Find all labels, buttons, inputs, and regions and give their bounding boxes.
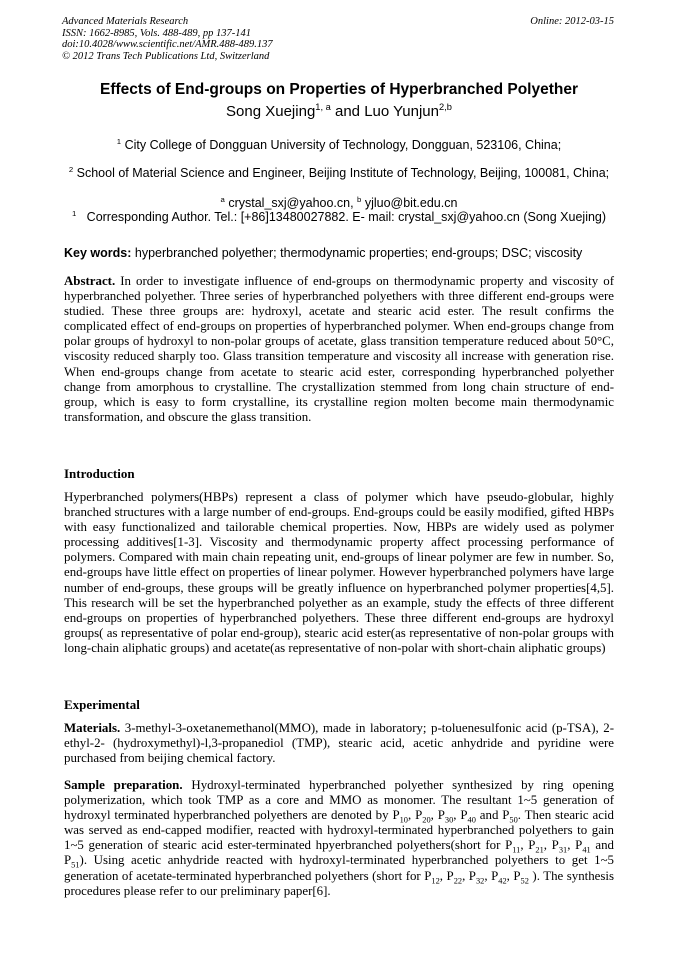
sample-preparation-paragraph: Sample preparation. Hydroxyl-terminated hyperbranched polyether synthesized by ring opening polymerization, which took TMP as a core and MMO as monomer. The resultant 1~5 generation of hydroxyl terminated hyperbranched polyethers are denoted by $P_{10}$, $P_{20}$, $P_{30}$, $P_{40}$ and $P_{50}$. Then stearic acid was served as end-capped modifier, reacted with hydroxyl-terminated hyperbranched polyethers to gain 1~5 generation of stearic acid ester-terminated hpyerbranched polyethers(short for $P_{11}$, $P_{21}$, $P_{31}$, $P_{41}$ and $P_{51}$). Using acetic anhydride reacted with hydroxyl-terminated hyperbranched polyethers to get 1~5 generation of acetate-terminated hyperbranched polyethers (short for $P_{12}$, $P_{22}$, $P_{32}$, $P_{42}$, $P_{52}$ ). The synthesis procedures please refer to our preliminary paper[6].	[64, 778, 615, 898]
introduction-text: Hyperbranched polymers(HBPs) represent a class of polymer which have pseudo-globular, highly branched structures with a large number of end-groups. End-groups could be easily modified, gifted HBPs with easy functionalized and tailorable chemical properties. Now, HBPs are widely used as polymer processing additives[1-3]. Viscosity and thermodynamic property affect processing performance of polymers. Compared with main chain repeating unit, end-groups of linear polymer are few in number. So, end-groups have little effect on properties of linear polymer. However hyperbranched polymers have large number of end-groups, these groups will be greatly influence on hyperbranched polymer properties[4,5]. This research will be set the hyperbranched polyether as an example, study the effects of three different end-groups on properties of hyperbranched polyethers. These three different end-groups are hydroxyl groups( as representative of polar end-group), stearic acid ester(as representative of non-polar groups with long-chain aliphatic groups) and acetate(as representative of non-polar with short-chain aliphatic groups)	[64, 490, 614, 655]
journal-header	[62, 16, 273, 62]
issn: ISSN: 1662-8985, Vols. 488-489, pp 137-141	[62, 27, 251, 39]
doi: doi:10.4028/www.scientific.net/AMR.488-489.137	[62, 39, 273, 50]
abstract-label: Abstract.	[64, 274, 116, 288]
introduction-heading: Introduction	[64, 466, 135, 481]
materials-label: Materials.	[64, 721, 121, 735]
author-emails: $^a$ crystal_sxj@yahoo.cn, $^b$ yjluo@bit.edu.cn	[220, 194, 458, 210]
sample-preparation-label: Sample preparation.	[64, 778, 183, 792]
author-2: Luo Yunjun	[364, 103, 439, 120]
keywords-label: Key words:	[64, 246, 132, 260]
authors: Song Xuejing$^{1, a}$ and Luo Yunjun$^{2,b}$	[226, 102, 452, 120]
journal-name: Advanced Materials Research	[62, 16, 189, 27]
paper-title: Effects of End-groups on Properties of Hyperbranched Polyether	[100, 81, 578, 98]
corresponding-author: $^1$ Corresponding Author. Tel.: [+86]13480027882. E- mail: crystal_sxj@yahoo.cn (Song Xuejing)	[71, 208, 607, 224]
materials-paragraph: Materials. 3-methyl-3-oxetanemethanol(MMO), made in laboratory; p-toluenesulfonic acid (p-TSA), 2-ethyl-2- (hydroxymethyl)-l,3-propanediol (TMP), stearic acid, acetic anhydride and pyridine were purchased from beijing chemical factory.	[64, 721, 614, 766]
abstract: Abstract. In order to investigate influence of end-groups on thermodynamic property and viscosity of hyperbranched polyether. Three series of hyperbranched polyethers with three different end-groups were studied. These three groups are: hydroxyl, acetate and stearic acid ester. The result confirms the complicated effect of end-groups on properties of hyperbranched polymer. When end-groups change from polar groups of hydroxyl to non-polar groups of acetate, glass transition temperature reduced about 50°C, viscosity reduced sharply too. Glass transition temperature and viscosity all increase with generation rise. When end-groups change from acetate to stearic acid ester, corresponding hyperbranched polyether change from amorphous to crystalline. The crystallization stemmed from long chain structure of end-group, which is easy to form crystalline, its crystalline region molten become main thermodynamic transformation, and obscure the glass transition.	[64, 274, 614, 424]
online-date: Online: 2012-03-15	[530, 16, 614, 27]
affiliation-1: $^1$ City College of Dongguan University of Technology, Dongguan, 523106, China;	[116, 136, 562, 152]
copyright: © 2012 Trans Tech Publications Ltd, Switzerland	[62, 50, 270, 62]
keywords: Key words: hyperbranched polyether; thermodynamic properties; end-groups; DSC; viscosity	[64, 246, 583, 260]
author-1: Song Xuejing	[226, 103, 316, 120]
affiliation-2: $^2$ School of Material Science and Engineer, Beijing Institute of Technology, Beijing, 100081, China;	[68, 164, 610, 180]
experimental-heading: Experimental	[64, 697, 140, 712]
